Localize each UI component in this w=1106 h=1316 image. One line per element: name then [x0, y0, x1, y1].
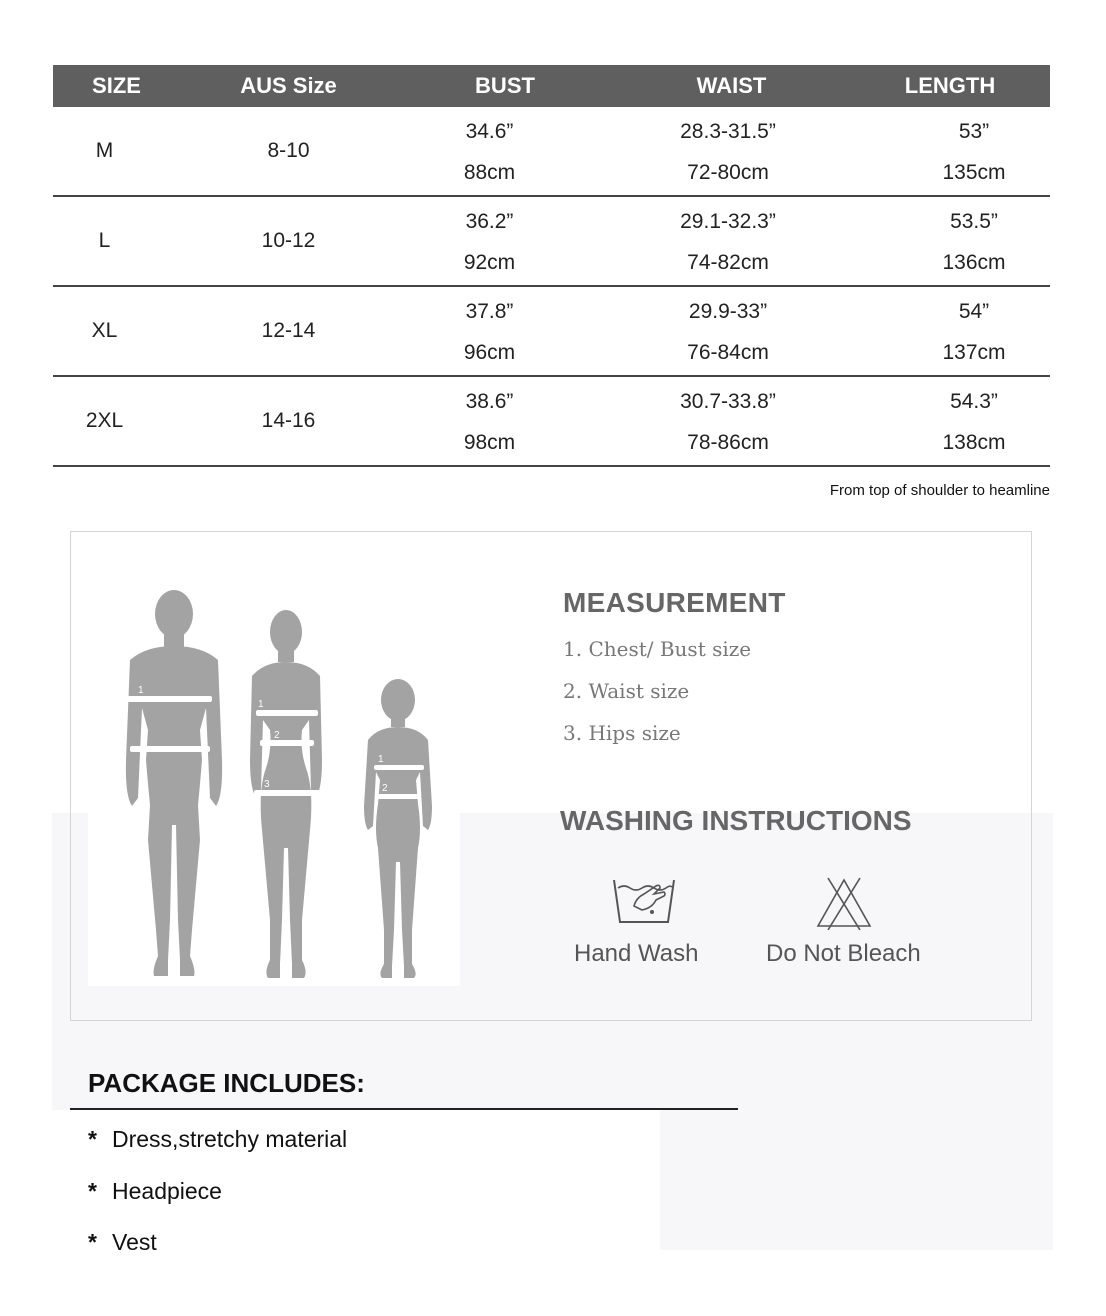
package-item-label: Vest [112, 1229, 157, 1255]
cell-bust [421, 377, 558, 465]
cell-length [898, 197, 1050, 285]
list-item [88, 1178, 222, 1205]
length-inches: 53” [958, 119, 990, 143]
measurement-item-hips: 3. Hips size [563, 721, 681, 745]
bust-inches: 36.2” [465, 209, 514, 233]
header-size: SIZE [92, 73, 141, 98]
table-row [53, 287, 1050, 377]
measurement-item-waist: 2. Waist size [563, 679, 690, 703]
package-title: PACKAGE INCLUDES: [88, 1068, 365, 1098]
cell-size: 2XL [85, 409, 124, 432]
header-length: LENGTH [904, 73, 996, 98]
cell-size: XL [91, 319, 118, 342]
length-cm: 137cm [942, 340, 1006, 364]
cell-size: L [98, 229, 111, 252]
cell-bust [421, 197, 558, 285]
package-divider [70, 1108, 738, 1110]
length-cm: 135cm [942, 160, 1006, 184]
waist-cm: 72-80cm [687, 160, 769, 184]
bust-cm: 98cm [463, 430, 516, 454]
waist-cm: 76-84cm [687, 340, 769, 364]
waist-cm: 78-86cm [687, 430, 769, 454]
list-item [88, 1126, 347, 1153]
cell-waist [558, 287, 898, 375]
table-header [53, 65, 1050, 107]
marker-1: 1 [258, 699, 264, 710]
table-row [53, 377, 1050, 467]
cell-length [898, 107, 1050, 195]
waist-inches: 28.3-31.5” [680, 119, 776, 143]
header-waist: WAIST [696, 73, 767, 98]
header-aus-size: AUS Size [240, 73, 337, 98]
hand-wash-label: Hand Wash [574, 940, 699, 967]
bust-cm: 88cm [463, 160, 516, 184]
marker-1: 1 [138, 685, 144, 696]
cell-size: M [95, 139, 114, 162]
body-figures-svg [88, 580, 460, 986]
cell-waist [558, 377, 898, 465]
bullet: * [88, 1229, 97, 1255]
measurement-title: MEASUREMENT [563, 587, 786, 618]
marker-2: 2 [274, 730, 280, 741]
cell-aus-size: 14-16 [261, 409, 316, 432]
bust-cm: 92cm [463, 250, 516, 274]
bullet: * [88, 1126, 97, 1152]
header-bust: BUST [475, 73, 535, 98]
cell-bust [421, 107, 558, 195]
child-figure [364, 679, 432, 978]
marker-1: 1 [378, 754, 384, 765]
size-chart-table [53, 65, 1050, 467]
table-row [53, 107, 1050, 197]
do-not-bleach-label: Do Not Bleach [766, 940, 921, 967]
cell-aus-size: 10-12 [261, 229, 316, 252]
cell-bust [421, 287, 558, 375]
length-inches: 54.3” [950, 389, 998, 413]
waist-inches: 29.1-32.3” [680, 209, 776, 233]
man-figure [126, 590, 222, 976]
cell-aus-size: 8-10 [267, 139, 310, 162]
cell-aus-size: 12-14 [261, 319, 316, 342]
package-item-label: Headpiece [112, 1178, 222, 1204]
waist-cm: 74-82cm [687, 250, 769, 274]
length-inches: 53.5” [950, 209, 998, 233]
cell-length [898, 377, 1050, 465]
marker-2: 2 [382, 783, 388, 794]
list-item [88, 1229, 157, 1256]
length-cm: 136cm [942, 250, 1006, 274]
body-figures-illustration [88, 580, 460, 986]
bust-inches: 38.6” [465, 389, 514, 413]
cell-waist [558, 197, 898, 285]
waist-inches: 30.7-33.8” [680, 389, 776, 413]
marker-2: 2 [142, 735, 148, 746]
table-row [53, 197, 1050, 287]
cell-length [898, 287, 1050, 375]
package-item-label: Dress,stretchy material [112, 1126, 348, 1152]
marker-3: 3 [264, 779, 270, 790]
cell-waist [558, 107, 898, 195]
length-note: From top of shoulder to heamline [829, 482, 1050, 499]
hand-wash-icon [612, 876, 676, 926]
washing-title: WASHING INSTRUCTIONS [560, 805, 912, 836]
length-inches: 54” [958, 299, 990, 323]
bullet: * [88, 1178, 97, 1204]
bust-inches: 37.8” [465, 299, 514, 323]
waist-inches: 29.9-33” [688, 299, 768, 323]
bust-cm: 96cm [463, 340, 516, 364]
bust-inches: 34.6” [465, 119, 514, 143]
length-cm: 138cm [942, 430, 1006, 454]
measurement-item-bust: 1. Chest/ Bust size [563, 637, 752, 661]
do-not-bleach-icon [814, 876, 874, 930]
